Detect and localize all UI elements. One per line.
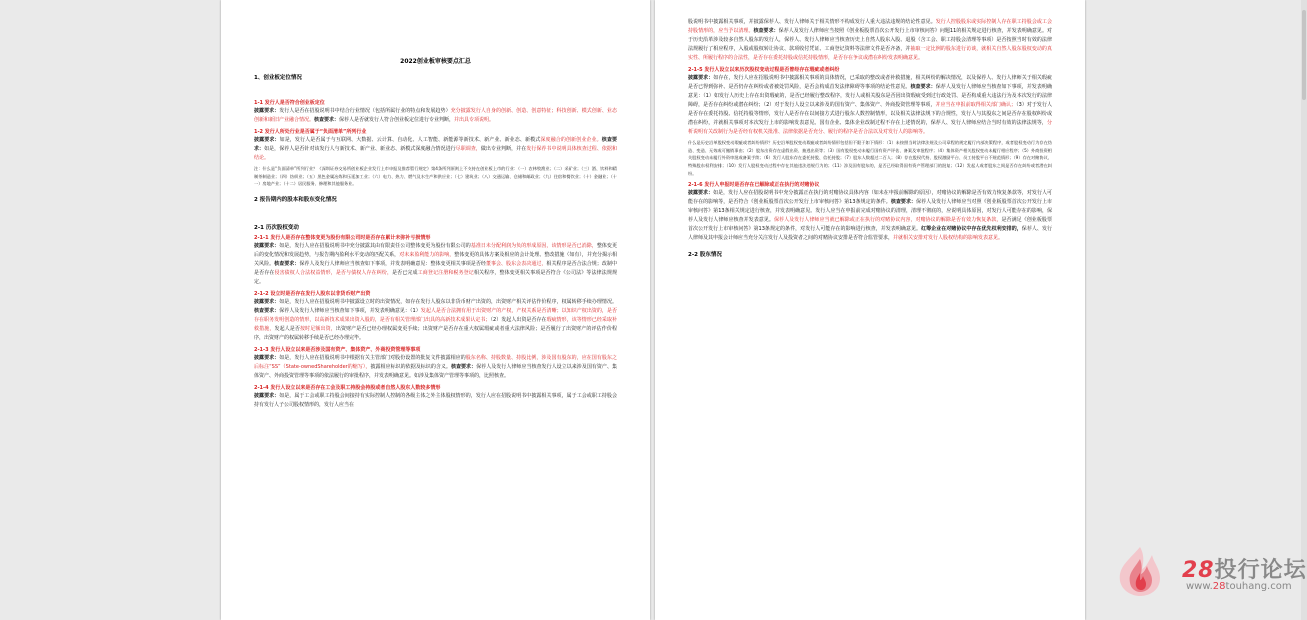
highlighted-text: 按时足额出资， [300, 326, 336, 333]
text-run: 发起人是否 [274, 326, 301, 333]
highlighted-text: 对未来盈利能力的影响， [399, 252, 455, 259]
text-run: 如是，发行人是否属于与互联网、大数据、云计算、自动化、人工智能、新能源等新技术、新产业、新业态、新模式 [279, 137, 541, 143]
text-run: 披露相应标识的依据及标识的含义。 [370, 364, 451, 371]
paragraph [254, 242, 617, 287]
subsection-heading: 2-1-2 设立时是否存在发行人股东以非货币财产出资 [254, 291, 371, 298]
section-heading: 2 报告期内的股本和股东变化情况 [254, 197, 337, 204]
bold-label: 核查要求： [890, 198, 917, 205]
document-page-right [655, 0, 1085, 620]
bold-label: 披露要求： [254, 108, 280, 114]
highlighted-text: 侵害债权人合法权益情形，是否与债权人存在纠纷， [274, 270, 393, 277]
text-run: （2）发起人出资是否存在 [490, 317, 547, 324]
text-run: 股说明书中披露相关事项，并披露保荐人、发行人律师关于相关情形不构成发行人重大违法违规的结论性意见。 [688, 19, 936, 25]
text-run: 保荐人及发行人律师应当核查如下事项，并发表明确意见：整体变更相关事项是否经 [299, 261, 486, 268]
text-run: 保荐人及发行人律师应当按照《创业板股票首次公开发行上市审核问答》问题11的相关规定进行核查，并发表明确意见。对于历史沿革涉及较多自然人股东的发行人，保荐人、发行人律师应当核查历史上自然人股东入股、退股（含工会、职工持股会清理等事项）是否按照当时有效的法律法规履行了相应程序，入股或股权转让协议、款项收付凭证、工商登记资料等法律文件是否齐备，并 [688, 28, 1052, 52]
paragraph [254, 136, 617, 163]
subsection-heading: 2-1-1 发行人是否存在整体变更为股份有限公司时是否存在累计未弥补亏损情形 [254, 235, 431, 242]
highlighted-text: 发起人是否合法拥有用于出资财产的产权，产权关系是否清晰；以知识产权出资的，是否存在职务发明创造的情形，以高新技术成果出资入股的，是否有相关管理部门出具的高新技术成果认定书； [254, 308, 617, 324]
subsection-heading: 2-1-4 发行人设立以来是否存在工会及职工持股会持股或者自然人股东人数较多情形 [254, 385, 441, 392]
page-title: 2022创业板审核要点汇总 [400, 58, 471, 65]
section-heading: 2-2 股东情况 [688, 251, 722, 258]
text-run: 是否已完成 [392, 270, 418, 277]
paragraph [254, 298, 617, 343]
text-run: 相关程序是否合法合规；改制中是否存在 [254, 261, 617, 277]
highlighted-text: 抽取一定比例的股东进行访谈，就相关自然人股东股权变动的真实性、所履行程序的合法性，是否存在委托持股或信托持股情形，是否存在争议或潜在纠纷发表明确意见。 [688, 46, 1052, 61]
brand-number: 28 [1182, 558, 1215, 583]
paragraph [688, 18, 1052, 63]
url-suffix: touhang.com [1225, 581, 1292, 592]
highlighted-text: 保荐人及发行人律师应当就已解除或正在执行的对赌协议内容，对赌协议的解除是否有效力恢复条款， [773, 216, 1002, 223]
text-run: 发行人是否在招股说明书中结合行业情况（包括所属行业的特点和发展趋势） [279, 108, 451, 114]
highlighted-text: 发行保荐书中说明具体核查过程、依据和结论。 [254, 146, 617, 161]
vertical-scrollbar[interactable] [1301, 0, 1307, 620]
text-run: （3）对于发行人是否存在委托持股、信托持股等情形，发行人是否存在以间接方式进行股东人数控制情形，以及相关法律法规下的合规性，发行人与其股东之间是否存在股权纠纷或潜在纠纷，并就相关事项对本次发行上市的影响发表意见。国有企业、集体企业改制过程不存在上述情况的，保荐人、发行人律师应结合当时有效的法律法规等， [688, 102, 1052, 126]
subsection-heading: 1-1 发行人是否符合创业板定位 [254, 100, 325, 106]
url-prefix: www. [1186, 581, 1213, 592]
brand-text: 投行论坛 [1214, 558, 1307, 583]
watermark-logo [1108, 545, 1307, 595]
note-paragraph: 注：什么是“负面清单”所列行业？《深圳证券交易所创业板企业发行上市申报及推荐暂行规定》第4条所列原则上不支持在创业板上市的行业：（一）农林牧渔业；（二）采矿业；（三）酒、饮料和精制茶制造业；（四）纺织业；（五）黑色金属冶炼和压延加工业；（六）电力、热力、燃气及水生产和供应业；（七）建筑业；（八）交通运输、仓储和邮政业；（九）住宿和餐饮业；（十）金融业；（十一）房地产业；（十二）居民服务、修理和其他服务业。 [254, 166, 617, 187]
text-run: 做出专业判断，并在 [480, 146, 527, 152]
bold-label: 披露要求： [254, 355, 280, 362]
bold-label: 披露要求： [688, 75, 714, 81]
text-run: 如是，发行人应在招股说明书中披露设立时的出资情况，如存在发行人股东以非货币财产出资的，出资财产相关评估作价程序，权属转移手续办理情况。 [279, 299, 617, 306]
section-heading: 2-1 历次股权变动 [254, 225, 299, 232]
bold-label: 核查要求： [274, 261, 300, 268]
bold-label: 核查要求： [450, 364, 477, 371]
text-run: 保荐人及发行人律师应当核查发行人设立以来涉及国有资产、集体资产、外商投资管理等事项的依法履行的审批程序，并发表明确意见。如涉及集体资产管理等事项的，比照核查。 [254, 364, 617, 380]
text-run: 保荐人及发行人律师应当核查如下事项，并发表明确意见：（1）如发行人历史上存在出资瑕疵的，是否已经履行整改程序，发行人或相关股东是否因出资瑕疵受到过行政处罚、是否构成重大违法行为及本次发行的法律障碍，是否存在纠纷或潜在纠纷；（2）对于发行人设立以来涉及的国有资产、集体资产、外商投资管理等事项， [688, 84, 1052, 108]
url-highlight: 28 [1212, 581, 1226, 592]
bold-label: 披露要求： [254, 243, 280, 250]
highlighted-text: 并出具专项说明。 [454, 117, 495, 123]
text-run: 如是，属于工会或职工持股会间接持有实际控制人控制的各级主体之外主体股权情形的，发行人应在招股说明书中披露相关事项，属于工会或职工持股会持有发行人子公司股权情形的，发行人应当在 [254, 393, 617, 409]
paragraph [254, 354, 617, 381]
bold-label: 核查要求： [910, 84, 936, 90]
paragraph [688, 74, 1052, 137]
text-run: 整体变更后的变化情况和发展趋势，与报告期内盈利水平变动的匹配关系， [254, 243, 617, 259]
text-run: 如是，发行人应在招股说明书中充分披露正在执行的对赌协议具体内容（如未在申报前解除的原因），对赌协议的解除是否有效力恢复条款等，对发行人可能存在的影响等，是否符合《创业板股票首次公开发行上市审核问答》第13条规定的条件。 [688, 189, 1052, 205]
highlighted-text: 董事会、股东会表决通过， [485, 261, 547, 268]
note-paragraph: 什么是历史沿革股权变动瑕疵或者纠纷情形？历史沿革股权变动瑕疵或者纠纷情形包括但不限于如下情形：（1）未按照当时法律法规及公司章程的规定履行内部决策程序，或者股权变动行为存在伪造、变造、无效或可撤销事由；（2）股东出资存在虚假出资、抽逃出资等；（3）国有股权变动未履行国有资产评估、备案及审批程序；（4）集体资产相关股权变动未履行相应程序；（5）外商投资相关股权变动未履行外资审批或备案手续；（6）发行人股东存在委托持股、信托持股；（7）股东人数超过二百人；（8）存在股权代持、股权激励平台、员工持股平台不规范情形；（9）存在对赌协议、特殊股东权利安排；（10）发行人股权变动过程中存在其他违法违规行为的；（11）涉及国有股东的，是否已经取得国有资产管理部门的批复；（12）发起人或者股东之间是否存在纠纷或者潜在纠纷。 [688, 140, 1052, 176]
subsection-heading: 1-2 发行人所处行业是否属于“负面清单”所列行业 [254, 129, 367, 135]
highlighted-text: 并应当在申报前取得相关部门确认； [935, 102, 1017, 108]
paragraph [254, 107, 617, 125]
text-run: 如是，发行人应在招股说明书中根据有关主管部门对股份设置的批复文件披露相应的 [279, 355, 466, 362]
highlighted-text: 分析说明有关改制行为是否经有权机关批准、法律依据是否充分、履行的程序是否合法以及对发行人的影响等。 [688, 120, 1052, 135]
text-run: 保荐人及发行人律师应当核查如下事项，并发表明确意见：（1） [279, 308, 421, 315]
text-run: 整体变更的具体方案及相应的会计处理、整改措施（如有），并充分揭示相关风险。 [254, 252, 617, 268]
paragraph [688, 189, 1052, 243]
bold-label: 披露要求： [688, 189, 714, 196]
subsection-heading: 2-1-5 发行人设立以来历次股权变动过程是否曾经存在瑕疵或者纠纷 [688, 67, 840, 73]
highlighted-text: 工商登记注册和税务登记 [417, 270, 474, 277]
text-run: 如存在，发行人应在招股说明书中披露相关事项的具体情况，已采取的整改或者补救措施，相关纠纷的解决情况，以及保荐人、发行人律师关于相关瑕疵是否已得到弥补、是否仍存在纠纷或者被处罚风险，是否会构成首发法律障碍等事项的结论性意见。 [688, 75, 1052, 90]
text-run: 保荐人及发行人律师应当对照《创业板股票首次公开发行上市审核问答》第13条相关规定进行核查，并发表明确意见。发行人应当在申报前完成对赌协议的清理，清理不彻底的，应说明具体原因，对发行人可能存在的影响，保荐人及发行人律师应核查并发表意见。 [688, 198, 1052, 223]
bold-label: 红筹企业在对赌协议中存在优先权利安排的， [921, 225, 1022, 232]
scrollbar-thumb[interactable] [1302, 10, 1306, 100]
text-run: 相关程序，整体变更相关事项是否符合《公司法》等法律法规规定。 [254, 270, 617, 286]
highlighted-text: 发行人控股股东或实际控制人存在职工持股会或工会持股情形的，应当予以清理。 [688, 19, 1052, 34]
text-run: 如是，保荐人是否针对该发行人与新技术、新产业、新业态、新模式深度融合情况进行 [264, 146, 456, 152]
text-run: 是否满足《创业板股票首次公开发行上市审核问答》第13条规定的条件，对发行人可能存在的影响进行核查，并发表明确意见。 [688, 216, 1052, 232]
highlighted-text: 股东名称、持股数量、持股比例，涉及国有股东的，应在国有股东之后标注“SS”（State-ownedShareholder的缩写）， [254, 355, 617, 371]
bold-label: 核查要求： [254, 137, 617, 152]
highlighted-text: 基准日未分配利润为负的形成原因，该情形是否已消除， [470, 243, 597, 250]
bold-label: 核查要求： [314, 117, 340, 123]
bold-label: 核查要求： [753, 28, 779, 34]
text-run: 出资财产是否已经办理权属变更手续；出资财产是否存在重大权属瑕疵或者重大法律风险；是否履行了出资财产的评估作价程序，出资财产的权属转移手续是否已经办理完毕。 [254, 326, 617, 342]
text-run: 保荐人是否就发行人符合创业板定位进行专业判断， [339, 117, 455, 123]
paragraph [254, 392, 617, 410]
highlighted-text: 深度融合的创新创业企业。 [540, 137, 602, 143]
document-page-left [221, 0, 650, 620]
bold-label: 披露要求： [254, 393, 280, 400]
highlighted-text: 充分披露发行人自身的创新、创造、创意特征；科技创新、模式创新、业态创新和新旧产业融合情况。 [254, 108, 617, 123]
highlighted-text: 尽职调查， [455, 146, 481, 152]
flame-icon [1108, 545, 1172, 597]
bold-label: 核查要求： [254, 308, 280, 315]
bold-label: 披露要求： [254, 137, 280, 143]
text-run: 如是，发行人应在招股说明书中充分披露其由有限责任公司整体变更为股份有限公司的 [279, 243, 471, 250]
text-run: 保荐人、发行人律师及其申报会计师应当充分关注发行人及投资者之间的对赌协议安排是否符合监管要求， [688, 225, 1052, 241]
bold-label: 披露要求： [254, 299, 280, 306]
subsection-heading: 2-1-6 发行人申报时是否存在已解除或正在执行的对赌协议 [688, 181, 820, 188]
highlighted-text: 并就相关安排对发行人股权结构的影响发表意见。 [893, 234, 1004, 241]
subsection-heading: 2-1-3 发行人设立以来是否涉及国有资产、集体资产、外商投资管理等事项 [254, 347, 421, 354]
section-heading: 1、创业板定位情况 [254, 75, 302, 81]
highlighted-text: 瑕疵情形，该等情形已经采取补救措施， [254, 317, 617, 333]
